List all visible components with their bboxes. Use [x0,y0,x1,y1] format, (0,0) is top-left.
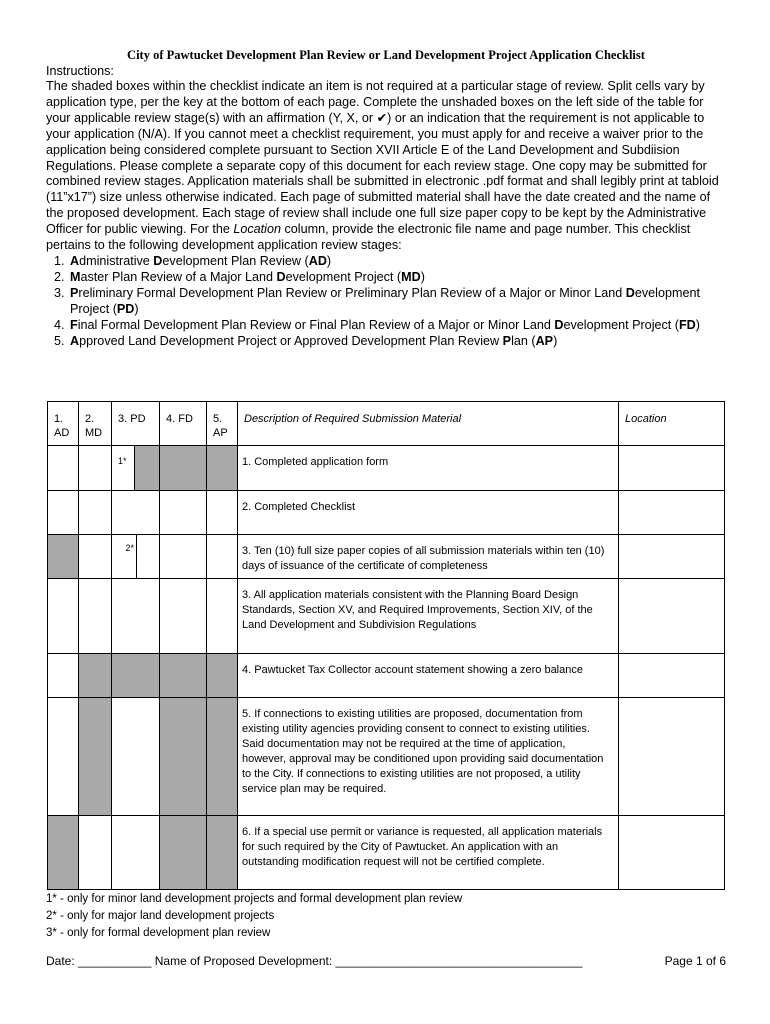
cell-location[interactable] [619,535,725,579]
cell-fd-shaded [160,816,207,890]
table-row [48,446,725,491]
item-description: 3. All application materials consistent with the Planning Board Design Standards, Section XV, and Required Improvements, Section XIV, of the Land Development and Subdivision Regulations [238,579,619,654]
footer-date-name-fields: Date: ___________ Name of Proposed Development: _____________________________________ [46,954,583,968]
item-description: 5. If connections to existing utilities are proposed, documentation from existing utility agencies providing consent to connect to existing utilities. Said documentation may not be required at the time of application, however, approval may be conditioned upon providing said documentation to the City. If connections to existing utilities are not proposed, a utility service plan may be required. [238,698,619,816]
header-pd: 3. PD [112,402,160,446]
instructions-part1: The shaded boxes within the checklist indicate an item is not required at a particular stage of review. Split cells vary by application type, per the key at the bottom of each page. Complete the unshaded boxes on the left side of the table for your applicable review stage(s) with an affirmation (Y, X, or ✔) or an indication that the requirement is not applicable to your application (N/A). If you cannot meet a checklist requirement, you must apply for and receive a waiver prior to the application being considered complete pursuant to Section XVII Article E of the Land Development and Subdiision Regulations. Please complete a separate copy of this document for each review stage. One copy may be submitted for combined review stages. Application materials shall be submitted in electronic .pdf format and shall legibly print at tabloid (11”x17”) size unless otherwise indicated. Each page of submitted material shall have the date created and the name of the proposed development. Each stage of review shall include one full size paper copy to be kept by the Administrative Officer for public viewing. For the [46,79,719,237]
split-note: 1* [118,456,127,466]
document-page [46,48,726,349]
footnote: 2* - only for major land development projects [46,910,275,922]
cell-pd[interactable] [112,698,160,816]
cell-ad-shaded [48,535,79,579]
cell-md[interactable] [79,491,112,535]
cell-fd[interactable] [160,579,207,654]
header-row [48,402,725,446]
cell-location[interactable] [619,816,725,890]
cell-md-shaded [79,654,112,698]
table-row [48,654,725,698]
review-stages-list [46,254,726,349]
item-description: 1. Completed application form [238,446,619,491]
item-description: 4. Pawtucket Tax Collector account statement showing a zero balance [238,654,619,698]
stage-item: 4. Final Formal Development Plan Review or Final Plan Review of a Major or Minor Land Development Project (FD) [68,318,726,334]
cell-location[interactable] [619,579,725,654]
cell-location[interactable] [619,446,725,491]
cell-ap-shaded [207,446,238,491]
cell-pd-split[interactable] [112,446,160,491]
cell-pd[interactable] [112,579,160,654]
cell-ad[interactable] [48,491,79,535]
cell-ad[interactable] [48,698,79,816]
table-row [48,698,725,816]
header-description: Description of Required Submission Material [238,402,619,446]
cell-md[interactable] [79,579,112,654]
split-left [112,535,137,578]
header-location: Location [619,402,725,446]
cell-md[interactable] [79,535,112,579]
cell-location[interactable] [619,698,725,816]
stage-item: 1. Administrative Development Plan Review (AD) [68,254,726,270]
footnote: 3* - only for formal development plan review [46,927,271,939]
instructions-part2: column, provide the electronic file name and page number. This checklist pertains to the following development application review stages: [46,222,691,253]
table-row [48,491,725,535]
cell-pd-split[interactable] [112,535,160,579]
cell-fd-shaded [160,654,207,698]
cell-fd[interactable] [160,535,207,579]
stage-item: 3. Preliminary Formal Development Plan Review or Preliminary Plan Review of a Major or Minor Land Development Project (PD) [68,286,726,318]
cell-md[interactable] [79,446,112,491]
table-row [48,816,725,890]
cell-fd-shaded [160,446,207,491]
table-row [48,535,725,579]
item-description: 3. Ten (10) full size paper copies of all submission materials within ten (10) days of issuance of the certificate of completeness [238,535,619,579]
cell-md-shaded [79,698,112,816]
instructions-label: Instructions: [46,64,114,78]
page-footer [46,954,726,968]
item-description: 2. Completed Checklist [238,491,619,535]
cell-ap-shaded [207,698,238,816]
instructions-location-word: Location [233,222,281,237]
cell-fd-shaded [160,698,207,816]
cell-location[interactable] [619,491,725,535]
header-ap: 5. AP [207,402,238,446]
shaded-split [134,446,159,490]
cell-ap[interactable] [207,491,238,535]
stage-item: 5. Approved Land Development Project or Approved Development Plan Review Plan (AP) [68,334,726,350]
footnotes [46,891,462,942]
header-fd: 4. FD [160,402,207,446]
checklist-table [47,401,725,890]
page-title: City of Pawtucket Development Plan Review or Land Development Project Application Checklist [127,48,645,62]
cell-pd[interactable] [112,816,160,890]
header-ad: 1. AD [48,402,79,446]
cell-ad[interactable] [48,654,79,698]
cell-fd[interactable] [160,491,207,535]
cell-location[interactable] [619,654,725,698]
cell-pd[interactable] [112,491,160,535]
cell-ap-shaded [207,654,238,698]
cell-md[interactable] [79,816,112,890]
cell-ap-shaded [207,816,238,890]
cell-ap[interactable] [207,535,238,579]
page-number: Page 1 of 6 [664,954,726,968]
footnote: 1* - only for minor land development projects and formal development plan review [46,893,463,905]
cell-ap[interactable] [207,579,238,654]
cell-ad-shaded [48,816,79,890]
instructions-text [46,79,726,254]
item-description: 6. If a special use permit or variance is requested, all application materials for such required by the City of Pawtucket. An application with an outstanding modification request will not be certified complete. [238,816,619,890]
cell-ad[interactable] [48,446,79,491]
split-note: 2* [125,543,134,553]
header-md: 2. MD [79,402,112,446]
cell-ad[interactable] [48,579,79,654]
cell-pd-shaded [112,654,160,698]
stage-item: 2. Master Plan Review of a Major Land Development Project (MD) [68,270,726,286]
table-row [48,579,725,654]
